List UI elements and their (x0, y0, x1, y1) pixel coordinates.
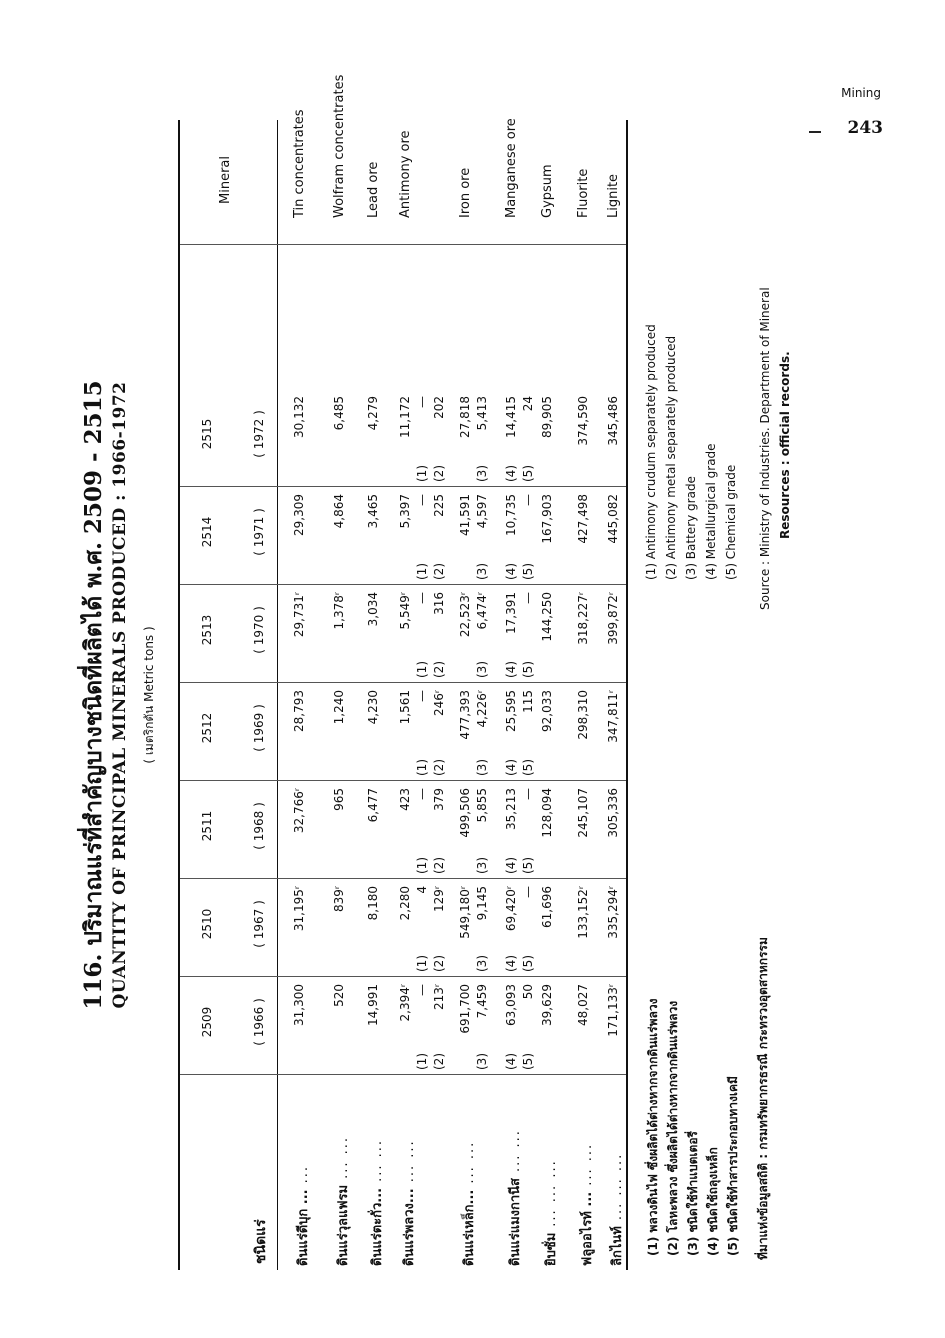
table-cell (398, 680, 414, 776)
row-label-thai (332, 1136, 353, 1266)
cell-value: 128,094 (540, 788, 554, 838)
footnote-marker: (5) (521, 759, 535, 776)
cell-value: 374,590 (576, 396, 590, 446)
cell-value: 171,133ʳ (606, 984, 620, 1037)
footnote-marker: (1) (415, 857, 429, 874)
footnote-english: (4) Metallurgical grade (704, 443, 718, 580)
cell-value: 2,394ʳ (398, 984, 412, 1022)
cell-value: 6,485 (332, 396, 346, 431)
row-label-english: Tin concentrates (292, 109, 307, 218)
table-cell (458, 386, 474, 482)
footnote-marker: (4) (504, 759, 518, 776)
table-cell (540, 386, 556, 482)
table-cell (458, 876, 474, 972)
year-be: 2514 (200, 516, 214, 548)
table-cell (576, 974, 592, 1070)
cell-value: 31,195ʳ (292, 886, 306, 932)
cell-value: 5,413 (475, 396, 489, 431)
table-cell (398, 876, 414, 972)
cell-value: 29,731ʳ (292, 592, 306, 638)
table-cell (366, 974, 382, 1070)
cell-value: 24 (521, 396, 535, 412)
cell-value: 7,459 (475, 984, 489, 1019)
table-cell (332, 876, 348, 972)
cell-value: 423 (398, 788, 412, 811)
table-cell (540, 876, 556, 972)
table-cell (576, 778, 592, 874)
footnote-thai: (1) พลวงดินไฟ ซึ่งผลิตได้ต่างหากจากดินแร่พลวง (646, 998, 660, 1256)
cell-value: 399,872ʳ (606, 592, 620, 645)
footnote-english: (3) Battery grade (684, 476, 698, 580)
cell-value: — (415, 592, 429, 604)
row-label-english: Iron ore (458, 167, 473, 218)
cell-value: 549,180ʳ (458, 886, 472, 939)
cell-value: — (521, 592, 535, 604)
table-cell (576, 386, 592, 482)
row-leader-dots: ... ... (508, 1129, 523, 1173)
table-cell (332, 386, 348, 482)
footnote-marker: (1) (415, 1053, 429, 1070)
row-label-thai (576, 1143, 597, 1266)
table-cell (332, 778, 348, 874)
cell-value: 246ʳ (432, 690, 446, 717)
table-cell (504, 582, 520, 678)
table-cell (332, 974, 348, 1070)
table-cell (504, 484, 520, 580)
cell-value: 28,793 (292, 690, 306, 732)
row-label-english: Lignite (606, 173, 621, 218)
table-cell (504, 974, 520, 1070)
row-label-english: Fluorite (576, 168, 591, 218)
table-cell (521, 386, 537, 482)
table-cell (398, 974, 414, 1070)
year-ce: ( 1966 ) (252, 998, 266, 1046)
cell-value: 839ʳ (332, 886, 346, 913)
table-cell (576, 582, 592, 678)
cell-value: 9,145 (475, 886, 489, 921)
footnote-marker: (1) (415, 661, 429, 678)
footnote-marker: (5) (521, 563, 535, 580)
table-cell (366, 778, 382, 874)
cell-value: 14,415 (504, 396, 518, 438)
row-label-english: Wolfram concentrates (332, 74, 347, 218)
table-cell (292, 974, 308, 1070)
cell-value: 4,864 (332, 494, 346, 529)
table-cell (366, 680, 382, 776)
year-ce: ( 1967 ) (252, 900, 266, 948)
column-divider (180, 584, 626, 585)
footnote-marker: (2) (432, 759, 446, 776)
table-cell (415, 386, 431, 482)
footnote-marker: (5) (521, 955, 535, 972)
cell-value: 4,230 (366, 690, 380, 725)
cell-value: 41,591 (458, 494, 472, 536)
table-cell (292, 386, 308, 482)
table-cell (475, 680, 491, 776)
year-ce: ( 1969 ) (252, 704, 266, 752)
cell-value: 29,309 (292, 494, 306, 536)
row-label-thai-text: ดินแร่วุลแฟรม (336, 1184, 351, 1266)
table-cell (332, 582, 348, 678)
year-be: 2509 (200, 1006, 214, 1038)
cell-value: 11,172 (398, 396, 412, 438)
cell-value: — (521, 788, 535, 800)
cell-value: 14,991 (366, 984, 380, 1026)
column-head-english: Mineral (218, 156, 233, 204)
cell-value: 39,629 (540, 984, 554, 1026)
footnote-marker: (2) (432, 465, 446, 482)
year-ce: ( 1970 ) (252, 606, 266, 654)
table-cell (475, 386, 491, 482)
cell-value: 30,132 (292, 396, 306, 438)
cell-value: 32,766ʳ (292, 788, 306, 834)
cell-value: 4,279 (366, 396, 380, 431)
table-cell (504, 386, 520, 482)
cell-value: 1,378ʳ (332, 592, 346, 630)
column-head-thai: ชนิดแร่ (253, 1219, 269, 1264)
cell-value: 50 (521, 984, 535, 1000)
table-cell (540, 484, 556, 580)
table-cell (398, 582, 414, 678)
table-cell (366, 876, 382, 972)
header-rule (277, 120, 278, 1270)
table-cell (521, 778, 537, 874)
footnote-thai: (3) ชนิดใช้ทำแบตเตอรี่ (686, 1131, 700, 1256)
footnote-marker: (3) (475, 857, 489, 874)
cell-value: 477,393 (458, 690, 472, 740)
cell-value: 499,506 (458, 788, 472, 838)
table-cell (366, 484, 382, 580)
footnote-marker: (1) (415, 759, 429, 776)
cell-value: 61,696 (540, 886, 554, 928)
table-cell (432, 876, 448, 972)
row-label-thai-text: ดินแร่พลวง... (402, 1188, 417, 1266)
section-label: Mining (841, 86, 881, 100)
table-units: ( เมตริกตัน Metric tons ) (142, 626, 156, 764)
row-label-thai (458, 1141, 479, 1266)
footnote-marker: (5) (521, 661, 535, 678)
year-be: 2510 (200, 908, 214, 940)
table-cell (521, 876, 537, 972)
row-label-english: Antimony ore (398, 130, 413, 218)
row-leader-dots: ... (296, 1164, 311, 1184)
year-be: 2512 (200, 712, 214, 744)
source-english-cont: Resources : official records. (778, 351, 792, 539)
footnote-marker: (1) (415, 955, 429, 972)
cell-value: 305,336 (606, 788, 620, 838)
table-cell (606, 778, 622, 874)
column-divider (180, 976, 626, 977)
column-divider (180, 878, 626, 879)
year-ce: ( 1971 ) (252, 508, 266, 556)
table-cell (606, 386, 622, 482)
cell-value: 27,818 (458, 396, 472, 438)
cell-value: — (415, 984, 429, 996)
footnote-marker: (2) (432, 857, 446, 874)
row-label-thai-text: ดินแร่เหล็ก... (462, 1189, 477, 1266)
column-divider (180, 1074, 626, 1075)
cell-value: 8,180 (366, 886, 380, 921)
cell-value: 520 (332, 984, 346, 1007)
footnote-english: (1) Antimony crudum separately produced (644, 324, 658, 580)
table-cell (504, 778, 520, 874)
cell-value: — (521, 886, 535, 898)
table-cell (540, 974, 556, 1070)
table-cell (521, 484, 537, 580)
cell-value: 225 (432, 494, 446, 517)
year-be: 2513 (200, 614, 214, 646)
cell-value: 316 (432, 592, 446, 615)
cell-value: 17,391 (504, 592, 518, 634)
table-cell (540, 778, 556, 874)
footnote-marker: (3) (475, 563, 489, 580)
cell-value: 89,905 (540, 396, 554, 438)
cell-value: 202 (432, 396, 446, 419)
table-cell (458, 974, 474, 1070)
table-cell (540, 582, 556, 678)
cell-value: 5,855 (475, 788, 489, 823)
footnote-marker: (4) (504, 563, 518, 580)
footnote-marker: (3) (475, 955, 489, 972)
footnote-marker: (5) (521, 857, 535, 874)
cell-value: — (415, 494, 429, 506)
cell-value: 213ʳ (432, 984, 446, 1011)
row-leader-dots: ... ... ... (610, 1152, 625, 1221)
year-be: 2511 (200, 810, 214, 842)
row-label-english: Manganese ore (504, 118, 519, 218)
table-cell (458, 582, 474, 678)
table-cell (415, 582, 431, 678)
footnote-thai: (4) ชนิดใช้ถลุงเหล็ก (706, 1147, 720, 1256)
year-be: 2515 (200, 418, 214, 450)
table-cell (292, 876, 308, 972)
footnote-marker: (3) (475, 661, 489, 678)
cell-value: 63,093 (504, 984, 518, 1026)
footnote-marker: (2) (432, 661, 446, 678)
cell-value: 115 (521, 690, 535, 713)
table-cell (458, 680, 474, 776)
row-leader-dots: ... ... (370, 1138, 385, 1182)
year-ce: ( 1968 ) (252, 802, 266, 850)
top-rule (178, 120, 180, 1270)
page-number: 243 (847, 118, 883, 138)
cell-value: 31,300 (292, 984, 306, 1026)
row-label-english: Gypsum (540, 164, 555, 218)
table-cell (576, 484, 592, 580)
row-label-thai-text: ดินแร่ดีบุก ... (296, 1189, 311, 1266)
footnote-marker: (1) (415, 563, 429, 580)
footnote-marker: (5) (521, 1053, 535, 1070)
cell-value: 379 (432, 788, 446, 811)
footnote-marker: (3) (475, 759, 489, 776)
table-cell (432, 582, 448, 678)
cell-value: 3,465 (366, 494, 380, 529)
footnote-thai: (2) โลหะพลวง ซึ่งผลิตได้ต่างหากจากดินแร่พลวง (666, 1000, 680, 1256)
table-cell (292, 680, 308, 776)
table-cell (475, 974, 491, 1070)
footnote-marker: (3) (475, 465, 489, 482)
table-cell (398, 386, 414, 482)
cell-value: 69,420ʳ (504, 886, 518, 932)
footnote-marker: (4) (504, 955, 518, 972)
table-cell (606, 680, 622, 776)
cell-value: 25,595 (504, 690, 518, 732)
table-cell (606, 876, 622, 972)
footnote-marker: (2) (432, 563, 446, 580)
column-divider (180, 486, 626, 487)
cell-value: 1,561 (398, 690, 412, 725)
cell-value: 129ʳ (432, 886, 446, 913)
table-cell (458, 778, 474, 874)
footnote-marker: (4) (504, 661, 518, 678)
source-english: Source : Ministry of Industries. Department of Mineral (758, 287, 772, 610)
cell-value: 10,735 (504, 494, 518, 536)
table-cell (521, 974, 537, 1070)
cell-value: 6,474ʳ (475, 592, 489, 630)
table-cell (415, 484, 431, 580)
cell-value: — (415, 690, 429, 702)
row-label-thai (366, 1139, 387, 1266)
table-cell (366, 386, 382, 482)
table-cell (398, 484, 414, 580)
table-cell (504, 876, 520, 972)
cell-value: 3,034 (366, 592, 380, 627)
footnote-english: (2) Antimony metal separately produced (664, 335, 678, 580)
cell-value: 22,523ʳ (458, 592, 472, 638)
table-cell (415, 974, 431, 1070)
table-cell (576, 876, 592, 972)
row-label-thai-text: ลิกไนท์ (610, 1226, 625, 1266)
row-leader-dots: ... ... (462, 1140, 477, 1184)
cell-value: 318,227ʳ (576, 592, 590, 645)
bottom-rule (626, 120, 628, 1270)
table-title-english: QUANTITY OF PRINCIPAL MINERALS PRODUCED : 1966-1972 (110, 381, 130, 1009)
cell-value: 298,310 (576, 690, 590, 740)
table-cell (521, 680, 537, 776)
cell-value: 445,082 (606, 494, 620, 544)
row-label-thai (540, 1159, 561, 1266)
cell-value: 6,477 (366, 788, 380, 823)
row-leader-dots: ... ... (580, 1142, 595, 1186)
footnote-marker: (2) (432, 1053, 446, 1070)
cell-value: 48,027 (576, 984, 590, 1026)
year-ce: ( 1972 ) (252, 410, 266, 458)
table-cell (366, 582, 382, 678)
table-cell (475, 484, 491, 580)
footnote-english: (5) Chemical grade (724, 464, 738, 580)
table-cell (332, 484, 348, 580)
cell-value: 345,486 (606, 396, 620, 446)
table-cell (540, 680, 556, 776)
cell-value: 4,597 (475, 494, 489, 529)
row-label-thai-text: ฟลูออไรท์ ... (580, 1191, 595, 1266)
cell-value: 965 (332, 788, 346, 811)
table-cell (415, 876, 431, 972)
cell-value: 144,250 (540, 592, 554, 642)
footnote-marker: (1) (415, 465, 429, 482)
table-cell (432, 484, 448, 580)
table-cell (415, 778, 431, 874)
footnote-marker: (4) (504, 465, 518, 482)
cell-value: 691,700 (458, 984, 472, 1034)
table-cell (432, 778, 448, 874)
cell-value: 4,226ʳ (475, 690, 489, 728)
row-label-thai (504, 1129, 525, 1266)
table-cell (432, 680, 448, 776)
cell-value: 335,294ʳ (606, 886, 620, 939)
table-cell (576, 680, 592, 776)
table-cell (292, 778, 308, 874)
table-title-thai: 116. ปริมาณแร่ที่สำคัญบางชนิดที่ผลิตได้ พ.ศ. 2509 - 2515 (80, 380, 107, 1010)
row-label-thai (398, 1139, 419, 1266)
footnote-marker: (4) (504, 1053, 518, 1070)
cell-value: 427,498 (576, 494, 590, 544)
cell-value: — (415, 396, 429, 408)
row-leader-dots: ... ... (402, 1139, 417, 1183)
table-cell (458, 484, 474, 580)
cell-value: 1,240 (332, 690, 346, 725)
footnote-marker: (3) (475, 1053, 489, 1070)
column-divider (180, 682, 626, 683)
cell-value: — (415, 788, 429, 800)
table-cell (475, 876, 491, 972)
table-cell (475, 778, 491, 874)
table-cell (332, 680, 348, 776)
table-cell (398, 778, 414, 874)
cell-value: — (521, 494, 535, 506)
row-label-thai (292, 1165, 313, 1266)
table-cell (521, 582, 537, 678)
table-cell (432, 974, 448, 1070)
row-leader-dots: ... ... ... (544, 1159, 559, 1227)
cell-value: 92,033 (540, 690, 554, 732)
table-cell (504, 680, 520, 776)
table-cell (606, 582, 622, 678)
column-divider (180, 244, 626, 245)
footnote-thai: (5) ชนิดใช้ทำสารประกอบทางเคมี (726, 1076, 740, 1256)
footnote-marker: (5) (521, 465, 535, 482)
table-cell (415, 680, 431, 776)
footnote-marker: (4) (504, 857, 518, 874)
cell-value: 5,397 (398, 494, 412, 529)
table-cell (606, 484, 622, 580)
row-leader-dots: ... ... (336, 1135, 351, 1179)
row-label-thai-text: ยิบซั่ม (544, 1232, 559, 1266)
cell-value: 245,107 (576, 788, 590, 838)
table-cell (475, 582, 491, 678)
row-label-english: Lead ore (366, 161, 381, 218)
row-label-thai-text: ดินแร่ตะกั่ว... (370, 1187, 385, 1266)
table-cell (606, 974, 622, 1070)
column-divider (180, 780, 626, 781)
cell-value: 4 (415, 886, 429, 894)
row-label-thai-text: ดินแร่แมงกานีส (508, 1178, 523, 1266)
row-label-thai (606, 1153, 627, 1266)
cell-value: 5,549ʳ (398, 592, 412, 630)
source-thai: ที่มาแห่งข้อมูลสถิติ : กรมทรัพยากรธรณี กระทรวงอุตสาหกรรม (756, 937, 770, 1260)
cell-value: 347,811ʳ (606, 690, 620, 743)
table-cell (292, 484, 308, 580)
cell-value: 2,280 (398, 886, 412, 921)
table-cell (432, 386, 448, 482)
cell-value: 35,213 (504, 788, 518, 830)
table-cell (292, 582, 308, 678)
cell-value: 133,152ʳ (576, 886, 590, 939)
footnote-marker: (2) (432, 955, 446, 972)
cell-value: 167,903 (540, 494, 554, 544)
